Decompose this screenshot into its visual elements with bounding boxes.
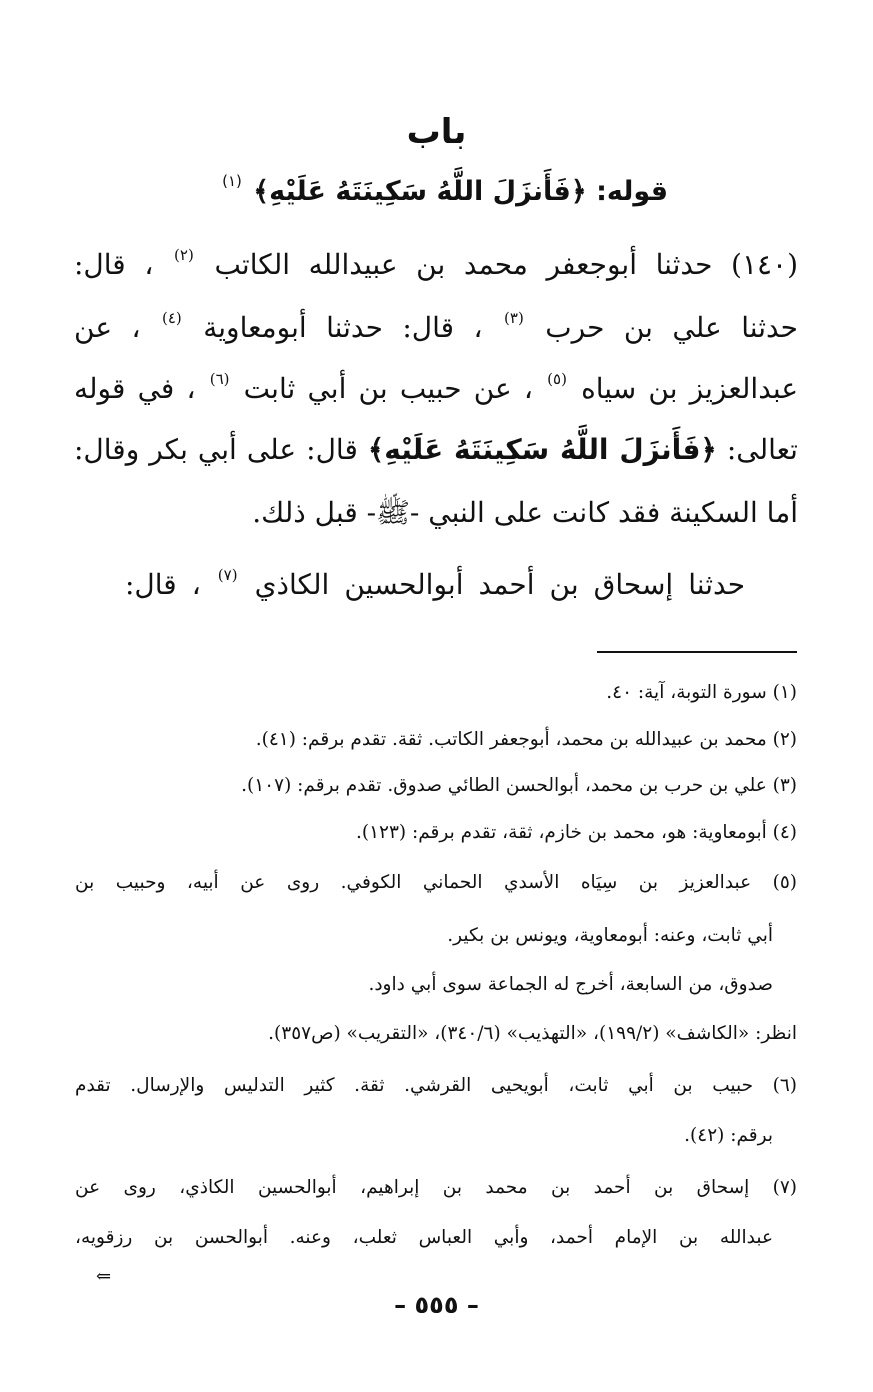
footnote-7: (٧) إسحاق بن أحمد بن محمد بن إبراهيم، أبوالحسين الكاذي، روى عن <box>75 1177 797 1198</box>
footnote-5-references: انظر: «الكاشف» (١٩٩/٢)، «التهذيب» (٣٤٠/٦)، «التقريب» (ص٣٥٧). <box>268 1023 797 1044</box>
hadith-text: حدثنا علي بن حرب <box>545 311 798 344</box>
body-line-2 <box>74 309 798 344</box>
hadith-text: ، قال: <box>74 248 154 281</box>
hadith-text: ، عن <box>74 311 141 344</box>
footnote-5-grading: صدوق، من السابعة، أخرج له الجماعة سوى أبي داود. <box>368 974 773 995</box>
footnote-ref[interactable]: (٢) <box>174 246 194 264</box>
footnote-ref[interactable]: (٤) <box>162 309 182 327</box>
body-line-6 <box>125 566 745 601</box>
footnote-ref[interactable]: (٦) <box>209 370 230 388</box>
chapter-title: باب <box>406 112 467 152</box>
hadith-text: ، عن حبيب بن أبي ثابت <box>243 372 533 405</box>
hadith-text: حدثنا إسحاق بن أحمد أبوالحسين الكاذي <box>254 568 745 601</box>
subtitle-verse: ﴿فَأَنزَلَ اللَّهُ سَكِينَتَهُ عَلَيْهِ﴾ <box>253 176 587 207</box>
footnote-3: (٣) علي بن حرب بن محمد، أبوالحسن الطائي صدوق. تقدم برقم: (١٠٧). <box>241 775 797 796</box>
quran-verse: ﴿فَأَنزَلَ اللَّهُ سَكِينَتَهُ عَلَيْهِ﴾ <box>367 433 717 466</box>
hadith-text: ، قال: <box>125 568 201 601</box>
page-number: – ٥٥٥ – <box>394 1291 479 1319</box>
chapter-subtitle <box>220 172 668 207</box>
body-line-5: أما السكينة فقد كانت على النبي -ﷺ- قبل ذلك. <box>252 496 798 529</box>
footnote-4: (٤) أبومعاوية: هو، محمد بن خازم، ثقة، تقدم برقم: (١٢٣). <box>355 822 797 843</box>
body-line-3 <box>74 370 798 405</box>
footnote-ref[interactable]: (٥) <box>547 370 567 388</box>
hadith-text: ، في قوله <box>74 372 196 405</box>
footnote-5: (٥) عبدالعزيز بن سِيَاه الأسدي الحماني الكوفي. روى عن أبيه، وحبيب بن <box>75 872 797 893</box>
footnote-6-continued: برقم: (٤٢). <box>684 1125 773 1146</box>
footnote-separator <box>597 651 797 653</box>
continuation-arrow-icon: ⇐ <box>96 1266 112 1287</box>
subtitle-prefix: قوله: <box>596 176 668 207</box>
footnote-7-continued: عبدالله بن الإمام أحمد، وأبي العباس ثعلب، وعنه. أبوالحسن بن رزقويه، <box>75 1227 773 1248</box>
footnote-1: (١) سورة التوبة، آية: ٤٠. <box>606 682 797 703</box>
hadith-text: قال: على أبي بكر وقال: <box>74 433 358 466</box>
hadith-text: تعالى: <box>726 433 798 466</box>
hadith-text: عبدالعزيز بن سياه <box>581 372 799 405</box>
body-line-4 <box>74 433 798 466</box>
body-line-1 <box>74 246 798 281</box>
hadith-text: (١٤٠) حدثنا أبوجعفر محمد بن عبيدالله الكاتب <box>214 248 799 281</box>
footnote-ref[interactable]: (٣) <box>504 309 524 327</box>
hadith-text: ، قال: حدثنا أبومعاوية <box>203 311 483 344</box>
footnote-ref[interactable]: (٧) <box>217 566 238 584</box>
footnote-ref[interactable]: (١) <box>222 172 242 190</box>
footnote-5-continued: أبي ثابت، وعنه: أبومعاوية، ويونس بن بكير. <box>447 925 773 946</box>
footnote-2: (٢) محمد بن عبيدالله بن محمد، أبوجعفر الكاتب. ثقة. تقدم برقم: (٤١). <box>255 729 797 750</box>
footnote-6: (٦) حبيب بن أبي ثابت، أبويحيى القرشي. ثقة. كثير التدليس والإرسال. تقدم <box>75 1075 797 1096</box>
